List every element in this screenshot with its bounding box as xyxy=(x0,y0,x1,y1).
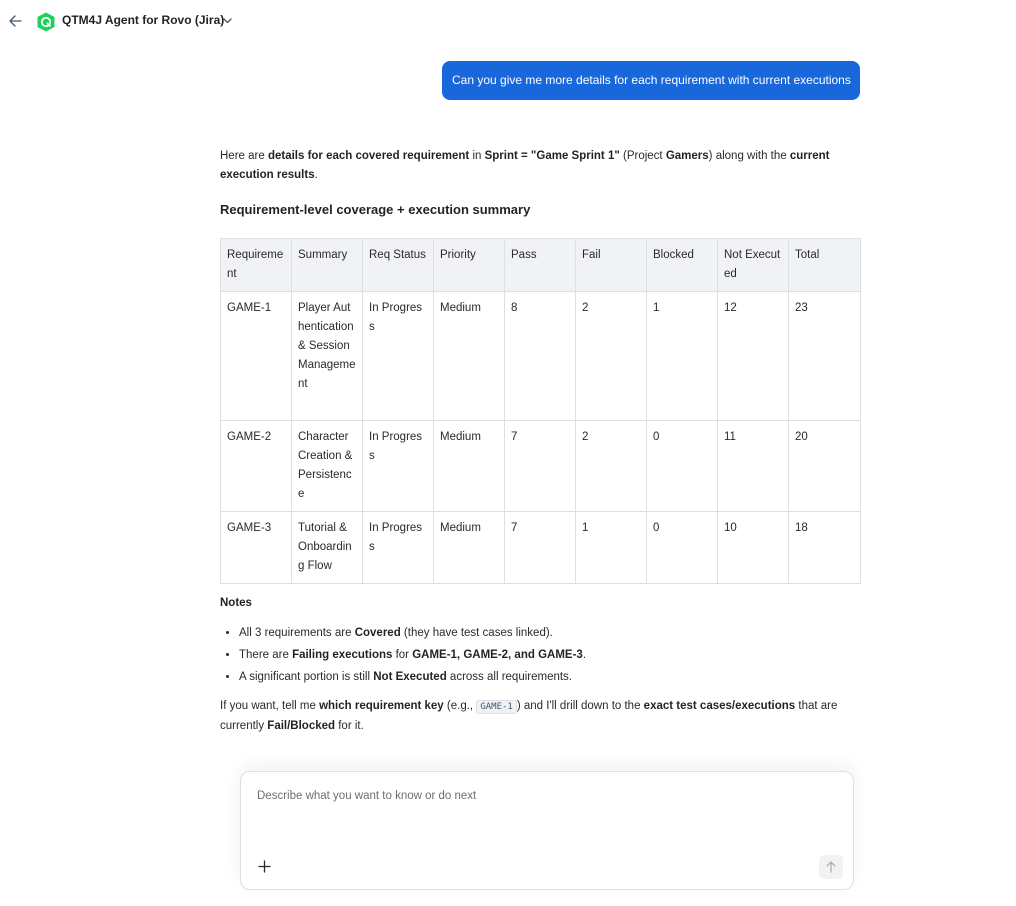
user-message-bubble: Can you give me more details for each requirement with current executions xyxy=(442,61,860,100)
chat-header xyxy=(0,0,1016,42)
table-header: Summary xyxy=(292,239,363,292)
table-cell: 12 xyxy=(718,292,789,421)
table-cell: 2 xyxy=(576,292,647,421)
message-input[interactable] xyxy=(255,788,839,832)
table-cell: Player Authentication & Session Management xyxy=(292,292,363,421)
table-header: Pass xyxy=(505,239,576,292)
table-header: Req Status xyxy=(363,239,434,292)
table-cell: In Progress xyxy=(363,292,434,421)
table-cell: 2 xyxy=(576,421,647,512)
list-item: • A significant portion is still Not Executed across all requirements. xyxy=(239,668,859,687)
send-button[interactable] xyxy=(819,855,843,879)
table-header: Requirement xyxy=(221,239,292,292)
table-cell: GAME-3 xyxy=(221,512,292,584)
table-cell: 20 xyxy=(789,421,861,512)
table-cell: 18 xyxy=(789,512,861,584)
list-item: • There are Failing executions for GAME-1, GAME-2, and GAME-3. xyxy=(239,646,859,665)
table-cell: Medium xyxy=(434,512,505,584)
notes-heading: Notes xyxy=(220,597,252,609)
chevron-down-icon[interactable] xyxy=(222,15,233,26)
response-intro: Here are details for each covered requirement in Sprint = "Game Sprint 1" (Project Gamers) along with the current execution results. xyxy=(220,150,830,181)
table-header: Priority xyxy=(434,239,505,292)
table-row xyxy=(221,512,861,584)
table-cell: 23 xyxy=(789,292,861,421)
table-header: Not Executed xyxy=(718,239,789,292)
table-cell: 8 xyxy=(505,292,576,421)
plus-icon xyxy=(258,860,271,873)
arrow-left-icon xyxy=(9,15,22,27)
requirements-table xyxy=(220,238,861,584)
table-cell: 11 xyxy=(718,421,789,512)
table-cell: 0 xyxy=(647,421,718,512)
table-cell: 1 xyxy=(647,292,718,421)
agent-response xyxy=(220,147,860,185)
table-cell: 7 xyxy=(505,421,576,512)
notes-list xyxy=(220,624,859,690)
qtm4j-hex-logo-icon xyxy=(37,12,55,32)
table-cell: Character Creation & Persistence xyxy=(292,421,363,512)
table-cell: Medium xyxy=(434,292,505,421)
table-header: Total xyxy=(789,239,861,292)
add-attachment-button[interactable] xyxy=(255,857,273,875)
table-row xyxy=(221,421,861,512)
table-cell: 7 xyxy=(505,512,576,584)
table-cell: GAME-1 xyxy=(221,292,292,421)
table-cell: 1 xyxy=(576,512,647,584)
section-heading: Requirement-level coverage + execution summary xyxy=(220,202,531,217)
back-button[interactable] xyxy=(6,11,24,31)
table-cell: In Progress xyxy=(363,421,434,512)
table-cell: 10 xyxy=(718,512,789,584)
table-header: Fail xyxy=(576,239,647,292)
table-row xyxy=(221,292,861,421)
table-cell: Tutorial & Onboarding Flow xyxy=(292,512,363,584)
table-cell: In Progress xyxy=(363,512,434,584)
table-header: Blocked xyxy=(647,239,718,292)
message-composer xyxy=(240,771,854,890)
agent-title[interactable]: QTM4J Agent for Rovo (Jira) xyxy=(62,13,225,27)
list-item: • All 3 requirements are Covered (they have test cases linked). xyxy=(239,624,859,643)
table-cell: Medium xyxy=(434,421,505,512)
arrow-up-icon xyxy=(826,861,836,873)
table-cell: 0 xyxy=(647,512,718,584)
table-header-row xyxy=(221,239,861,292)
followup-text: If you want, tell me which requirement key (e.g., GAME-1 ) and I'll drill down to the exact test cases/executions that are currently Fail/Blocked for it. xyxy=(220,700,838,732)
table-cell: GAME-2 xyxy=(221,421,292,512)
code-chip: GAME-1 xyxy=(476,700,517,714)
